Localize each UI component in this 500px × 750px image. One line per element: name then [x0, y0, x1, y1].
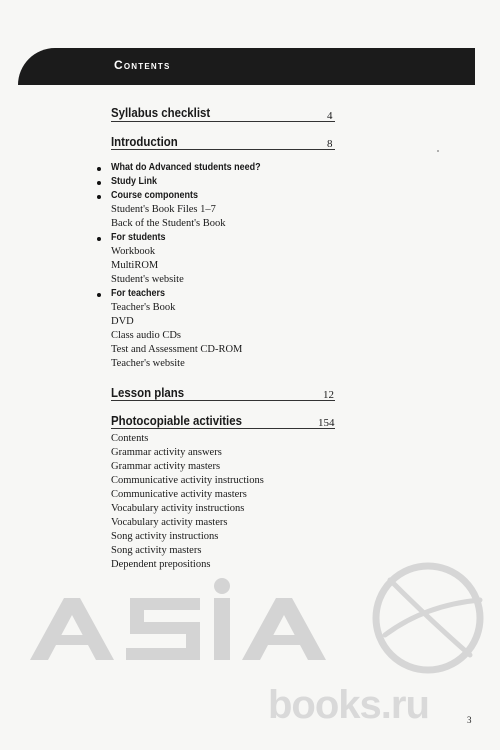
- toc-rule: [111, 121, 335, 122]
- bullet-icon: [97, 195, 101, 199]
- watermark-site-text: books.ru: [268, 683, 429, 727]
- toc-heading-photocopiable[interactable]: [111, 413, 308, 428]
- toc-heading-label: Syllabus checklist: [111, 105, 211, 120]
- bullet-item: What do Advanced students need?: [111, 162, 261, 173]
- bullet-icon: [97, 181, 101, 185]
- header-band: [18, 48, 475, 85]
- list-item: Test and Assessment CD-ROM: [111, 344, 243, 355]
- toc-heading-label: Photocopiable activities: [111, 413, 242, 428]
- list-item: Contents: [111, 433, 149, 444]
- list-item: Student's Book Files 1–7: [111, 204, 216, 215]
- list-item: Class audio CDs: [111, 330, 182, 341]
- list-item: DVD: [111, 316, 134, 327]
- bullet-item: For students: [111, 232, 166, 243]
- bullet-icon: [97, 293, 101, 297]
- list-item: Song activity masters: [111, 545, 202, 556]
- toc-page-number: 12: [323, 389, 334, 401]
- toc-rule: [111, 428, 335, 429]
- bullet-icon: [97, 167, 101, 171]
- folio-page-number: 3: [467, 715, 472, 725]
- bullet-item: Study Link: [111, 176, 158, 187]
- list-item: Vocabulary activity instructions: [111, 503, 245, 514]
- list-item: Song activity instructions: [111, 531, 219, 542]
- list-item: Teacher's website: [111, 358, 185, 369]
- bullet-item: For teachers: [111, 288, 166, 299]
- toc-heading-lesson-plans[interactable]: [111, 385, 308, 400]
- list-item: Teacher's Book: [111, 302, 176, 313]
- list-item: Communicative activity masters: [111, 489, 247, 500]
- list-item: Back of the Student's Book: [111, 218, 226, 229]
- scan-speck: [437, 150, 439, 152]
- list-item: Grammar activity masters: [111, 461, 221, 472]
- page-title: Contents: [114, 58, 171, 72]
- toc-heading-label: Introduction: [111, 134, 178, 149]
- toc-page-number: 4: [327, 110, 333, 122]
- toc-heading-label: Lesson plans: [111, 385, 185, 400]
- toc-heading-introduction[interactable]: [111, 134, 308, 149]
- toc-rule: [111, 149, 335, 150]
- toc-page-number: 8: [327, 138, 333, 150]
- list-item: Workbook: [111, 246, 156, 257]
- toc-page-number: 154: [318, 417, 335, 429]
- list-item: Student's website: [111, 274, 184, 285]
- toc-rule: [111, 400, 335, 401]
- list-item: Dependent prepositions: [111, 559, 211, 570]
- list-item: Vocabulary activity masters: [111, 517, 228, 528]
- bullet-item: Course components: [111, 190, 199, 201]
- watermark-logo: [30, 560, 500, 695]
- toc-heading-syllabus[interactable]: [111, 105, 308, 120]
- bullet-icon: [97, 237, 101, 241]
- list-item: Communicative activity instructions: [111, 475, 264, 486]
- list-item: Grammar activity answers: [111, 447, 222, 458]
- list-item: MultiROM: [111, 260, 159, 271]
